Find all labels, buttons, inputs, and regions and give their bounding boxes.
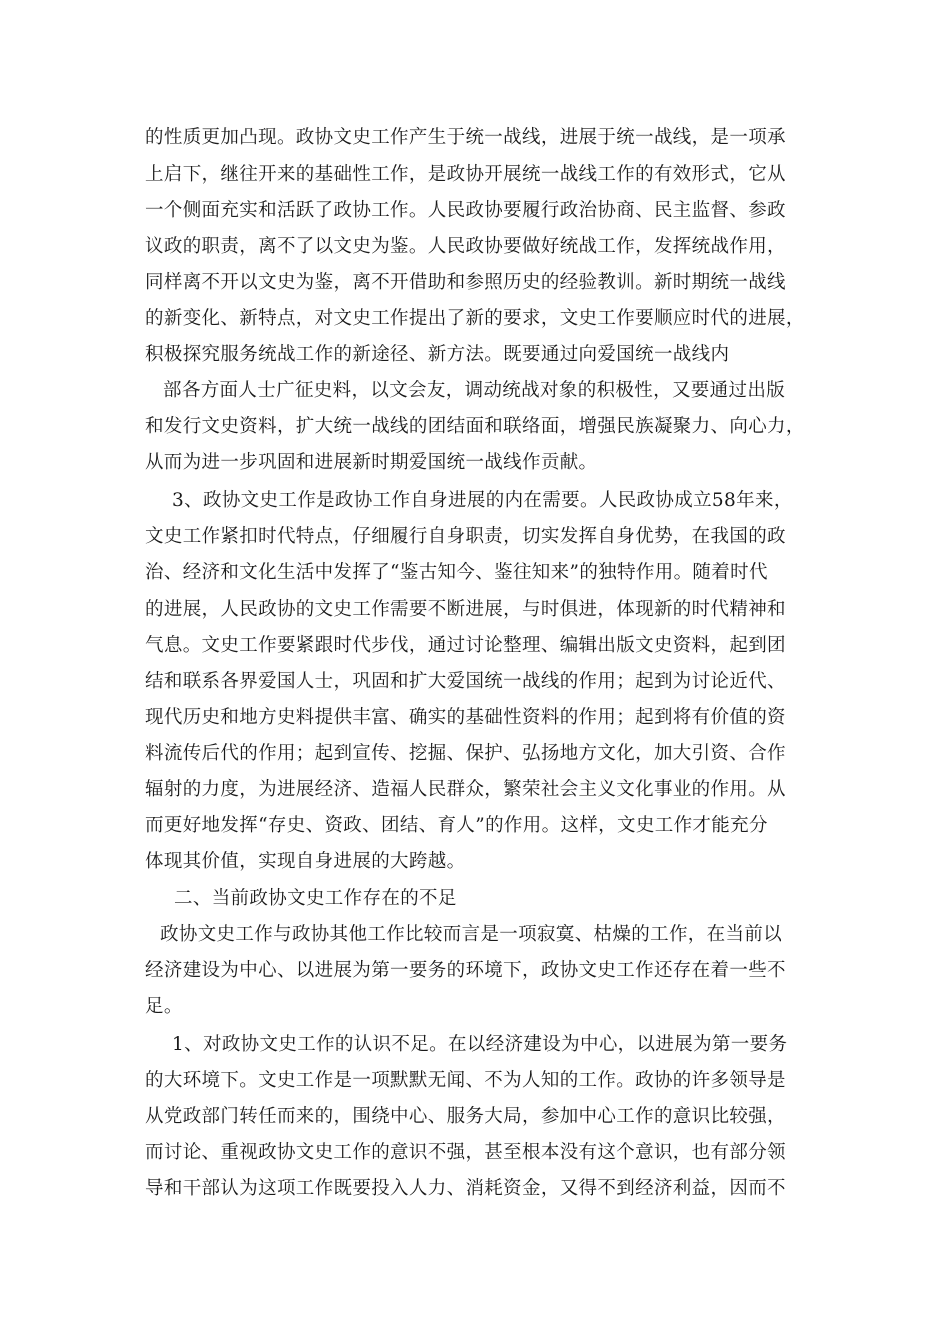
text-line: 的新变化、新特点，对文史工作提出了新的要求，文史工作要顺应时代的进展， bbox=[145, 308, 805, 329]
text-line: 文史工作紧扣时代特点，仔细履行自身职责，切实发挥自身优势，在我国的政 bbox=[145, 526, 786, 547]
text-line: 辐射的力度，为进展经济、造福人民群众，繁荣社会主义文化事业的作用。从 bbox=[145, 779, 786, 800]
text-line: 现代历史和地方史料提供丰富、确实的基础性资料的作用；起到将有价值的资 bbox=[145, 707, 786, 728]
text-line: 部各方面人士广征史料，以文会友，调动统战对象的积极性，又要通过出版 bbox=[163, 380, 786, 401]
text-line: 3、政协文史工作是政协工作自身进展的内在需要。人民政协成立58年来， bbox=[172, 490, 793, 511]
text-line: 一个侧面充实和活跃了政协工作。人民政协要履行政治协商、民主监督、参政 bbox=[145, 200, 786, 221]
text-line: 的性质更加凸现。政协文史工作产生于统一战线，进展于统一战线，是一项承 bbox=[145, 127, 786, 148]
text-line: 从而为进一步巩固和进展新时期爱国统一战线作贡献。 bbox=[145, 452, 598, 473]
text-line: 的大环境下。文史工作是一项默默无闻、不为人知的工作。政协的许多领导是 bbox=[145, 1070, 786, 1091]
section-heading: 二、当前政协文史工作存在的不足 bbox=[174, 888, 457, 909]
text-line: 1、对政协文史工作的认识不足。在以经济建设为中心，以进展为第一要务 bbox=[172, 1034, 788, 1055]
text-line: 同样离不开以文史为鉴，离不开借助和参照历史的经验教训。新时期统一战线 bbox=[145, 272, 786, 293]
text-line: 导和干部认为这项工作既要投入人力、消耗资金，又得不到经济利益，因而不 bbox=[145, 1178, 786, 1199]
text-line: 料流传后代的作用；起到宣传、挖掘、保护、弘扬地方文化，加大引资、合作 bbox=[145, 743, 786, 764]
text-line: 积极探究服务统战工作的新途径、新方法。既要通过向爱国统一战线内 bbox=[145, 344, 730, 365]
text-line: 上启下，继往开来的基础性工作，是政协开展统一战线工作的有效形式，它从 bbox=[145, 164, 786, 185]
text-line: 结和联系各界爱国人士，巩固和扩大爱国统一战线的作用；起到为讨论近代、 bbox=[145, 671, 786, 692]
text-line: 足。 bbox=[145, 996, 183, 1017]
text-line: 的进展，人民政协的文史工作需要不断进展，与时俱进，体现新的时代精神和 bbox=[145, 599, 786, 620]
text-line: 议政的职责，离不了以文史为鉴。人民政协要做好统战工作，发挥统战作用， bbox=[145, 236, 786, 257]
text-line: 经济建设为中心、以进展为第一要务的环境下，政协文史工作还存在着一些不 bbox=[145, 960, 786, 981]
text-line: 体现其价值，实现自身进展的大跨越。 bbox=[145, 851, 466, 872]
text-line: 从党政部门转任而来的，围绕中心、服务大局，参加中心工作的意识比较强， bbox=[145, 1106, 786, 1127]
text-line: 气息。文史工作要紧跟时代步伐，通过讨论整理、编辑出版文史资料，起到团 bbox=[145, 635, 786, 656]
text-line: 而更好地发挥“存史、资政、团结、育人”的作用。这样，文史工作才能充分 bbox=[145, 815, 768, 836]
text-line: 治、经济和文化生活中发挥了“鉴古知今、鉴往知来”的独特作用。随着时代 bbox=[145, 562, 768, 583]
text-line: 和发行文史资料，扩大统一战线的团结面和联络面，增强民族凝聚力、向心力， bbox=[145, 416, 805, 437]
text-line: 而讨论、重视政协文史工作的意识不强，甚至根本没有这个意识，也有部分领 bbox=[145, 1142, 786, 1163]
text-line: 政协文史工作与政协其他工作比较而言是一项寂寞、枯燥的工作，在当前以 bbox=[160, 924, 783, 945]
